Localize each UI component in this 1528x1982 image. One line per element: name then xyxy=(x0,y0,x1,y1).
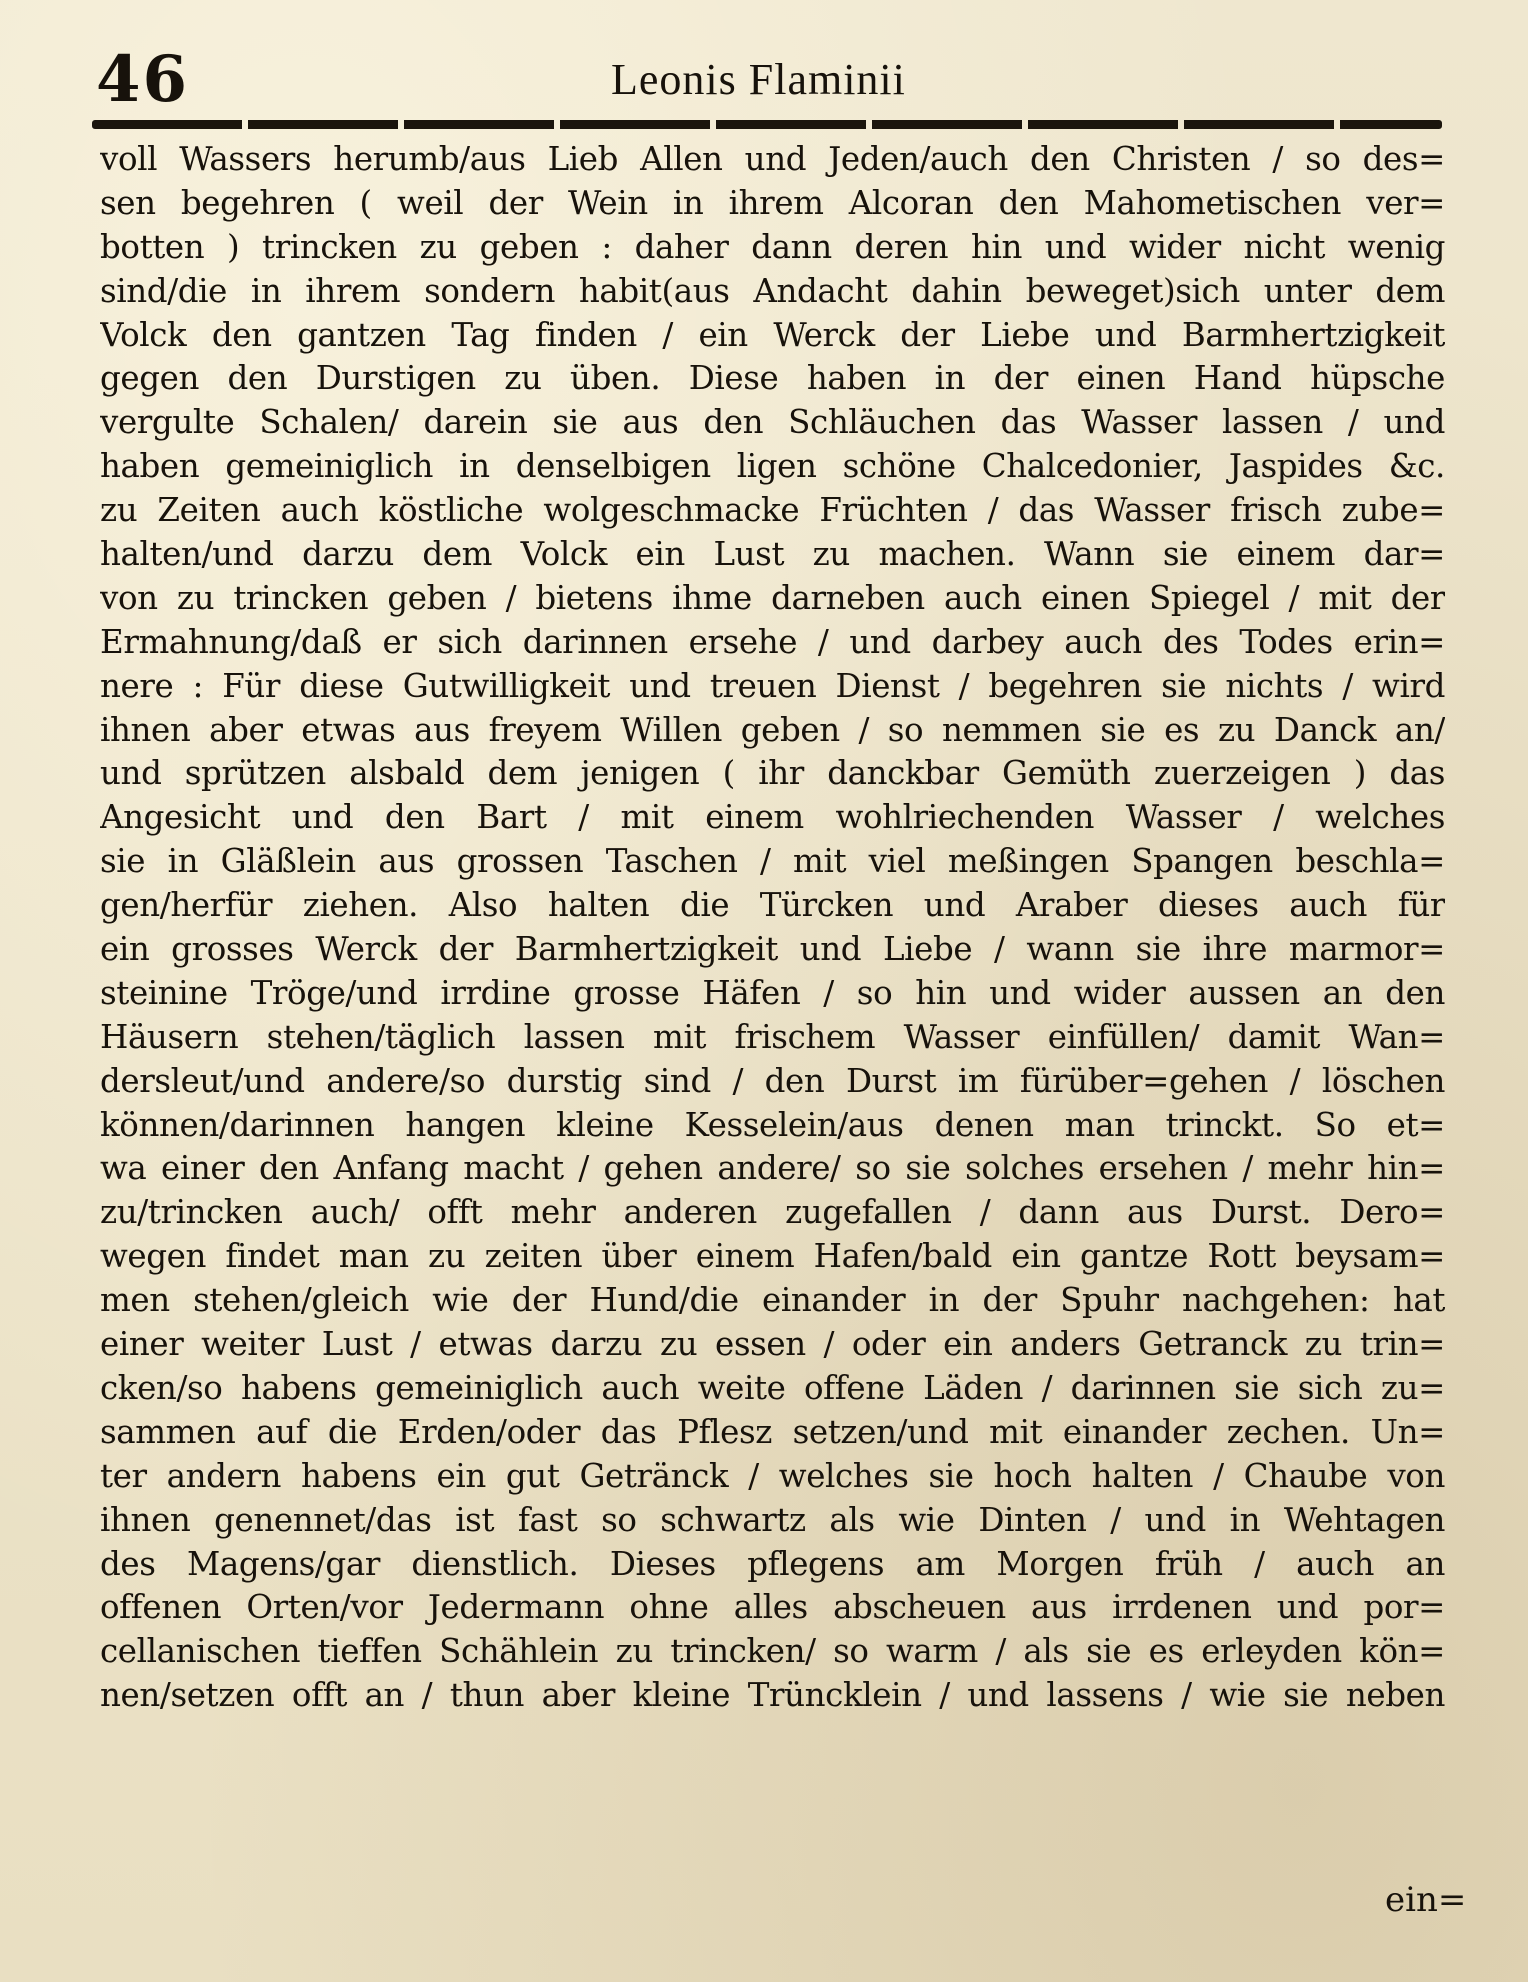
text-line: vergulte Schalen/ darein sie aus den Schläuchen das Wasser lassen / und xyxy=(100,403,1445,442)
running-head: Leonis Flaminii xyxy=(611,55,906,104)
text-line: botten ) trincken zu geben : daher dann deren hin und wider nicht wenig xyxy=(100,227,1445,266)
text-line: offenen Orten/vor Jedermann ohne alles abscheuen aus irrdenen und por= xyxy=(100,1588,1445,1627)
text-line: zu Zeiten auch köstliche wolgeschmacke Früchten / das Wasser frisch zube= xyxy=(100,491,1445,530)
text-line: dersleut/und andere/so durstig sind / den Durst im fürüber=gehen / löschen xyxy=(100,1061,1445,1100)
text-line: cellanischen tieffen Schählein zu trincken/ so warm / als sie es erleyden kön= xyxy=(100,1632,1445,1671)
text-line: sen begehren ( weil der Wein in ihrem Alcoran den Mahometischen ver= xyxy=(100,183,1445,222)
text-line: von zu trincken geben / bietens ihme darneben auch einen Spiegel / mit der xyxy=(100,578,1445,617)
page-number: 46 xyxy=(96,42,190,117)
text-line: Häusern stehen/täglich lassen mit frischem Wasser einfüllen/ damit Wan= xyxy=(100,1017,1445,1056)
text-line: können/darinnen hangen kleine Kesselein/aus denen man trinckt. So et= xyxy=(100,1105,1445,1144)
text-line: ihnen aber etwas aus freyem Willen geben / so nemmen sie es zu Danck an/ xyxy=(100,710,1445,749)
text-line: nere : Für diese Gutwilligkeit und treuen Dienst / begehren sie nichts / wird xyxy=(100,666,1445,705)
text-line: sie in Gläßlein aus grossen Taschen / mit viel meßingen Spangen beschla= xyxy=(100,842,1445,881)
text-line: nen/setzen offt an / thun aber kleine Trüncklein / und lassens / wie sie neben xyxy=(100,1676,1445,1715)
text-line: steinine Tröge/und irrdine grosse Häfen / so hin und wider aussen an den xyxy=(100,973,1445,1012)
text-line: wegen findet man zu zeiten über einem Hafen/bald ein gantze Rott beysam= xyxy=(100,1237,1445,1276)
text-line: sammen auf die Erden/oder das Pflesz setzen/und mit einander zechen. Un= xyxy=(100,1412,1445,1451)
text-line: ihnen genennet/das ist fast so schwartz als wie Dinten / und in Wehtagen xyxy=(100,1500,1445,1539)
text-line: einer weiter Lust / etwas darzu zu essen / oder ein anders Getranck zu trin= xyxy=(100,1325,1445,1364)
text-line: gen/herfür ziehen. Also halten die Türcken und Araber dieses auch für xyxy=(100,886,1445,925)
text-line: ter andern habens ein gut Getränck / welches sie hoch halten / Chaube von xyxy=(100,1456,1445,1495)
text-line: voll Wassers herumb/aus Lieb Allen und Jeden/auch den Christen / so des= xyxy=(100,140,1445,178)
text-line: Angesicht und den Bart / mit einem wohlriechenden Wasser / welches xyxy=(100,798,1445,837)
text-line: halten/und darzu dem Volck ein Lust zu machen. Wann sie einem dar= xyxy=(100,535,1445,574)
text-line: cken/so habens gemeiniglich auch weite offene Läden / darinnen sie sich zu= xyxy=(100,1368,1445,1407)
body-text xyxy=(100,138,1445,1718)
page-header xyxy=(96,38,1446,118)
text-line: ein grosses Werck der Barmhertzigkeit und Liebe / wann sie ihre marmor= xyxy=(100,930,1445,969)
catchword: ein= xyxy=(1385,1880,1467,1920)
header-rule xyxy=(92,120,1442,129)
text-line: men stehen/gleich wie der Hund/die einander in der Spuhr nachgehen: hat xyxy=(100,1281,1445,1320)
text-line: gegen den Durstigen zu üben. Diese haben in der einen Hand hüpsche xyxy=(100,359,1445,398)
text-line: haben gemeiniglich in denselbigen ligen schöne Chalcedonier, Jaspides &c. xyxy=(100,447,1445,486)
text-line: zu/trincken auch/ offt mehr anderen zugefallen / dann aus Durst. Dero= xyxy=(100,1193,1445,1232)
text-line: Ermahnung/daß er sich darinnen ersehe / und darbey auch des Todes erin= xyxy=(100,622,1445,661)
text-line: sind/die in ihrem sondern habit(aus Andacht dahin beweget)sich unter dem xyxy=(100,271,1445,310)
text-line: wa einer den Anfang macht / gehen andere/ so sie solches ersehen / mehr hin= xyxy=(100,1149,1445,1188)
text-line: und sprützen alsbald dem jenigen ( ihr danckbar Gemüth zuerzeigen ) das xyxy=(100,754,1445,793)
text-line: Volck den gantzen Tag finden / ein Werck der Liebe und Barmhertzigkeit xyxy=(100,315,1445,354)
text-line: des Magens/gar dienstlich. Dieses pflegens am Morgen früh / auch an xyxy=(100,1544,1445,1583)
